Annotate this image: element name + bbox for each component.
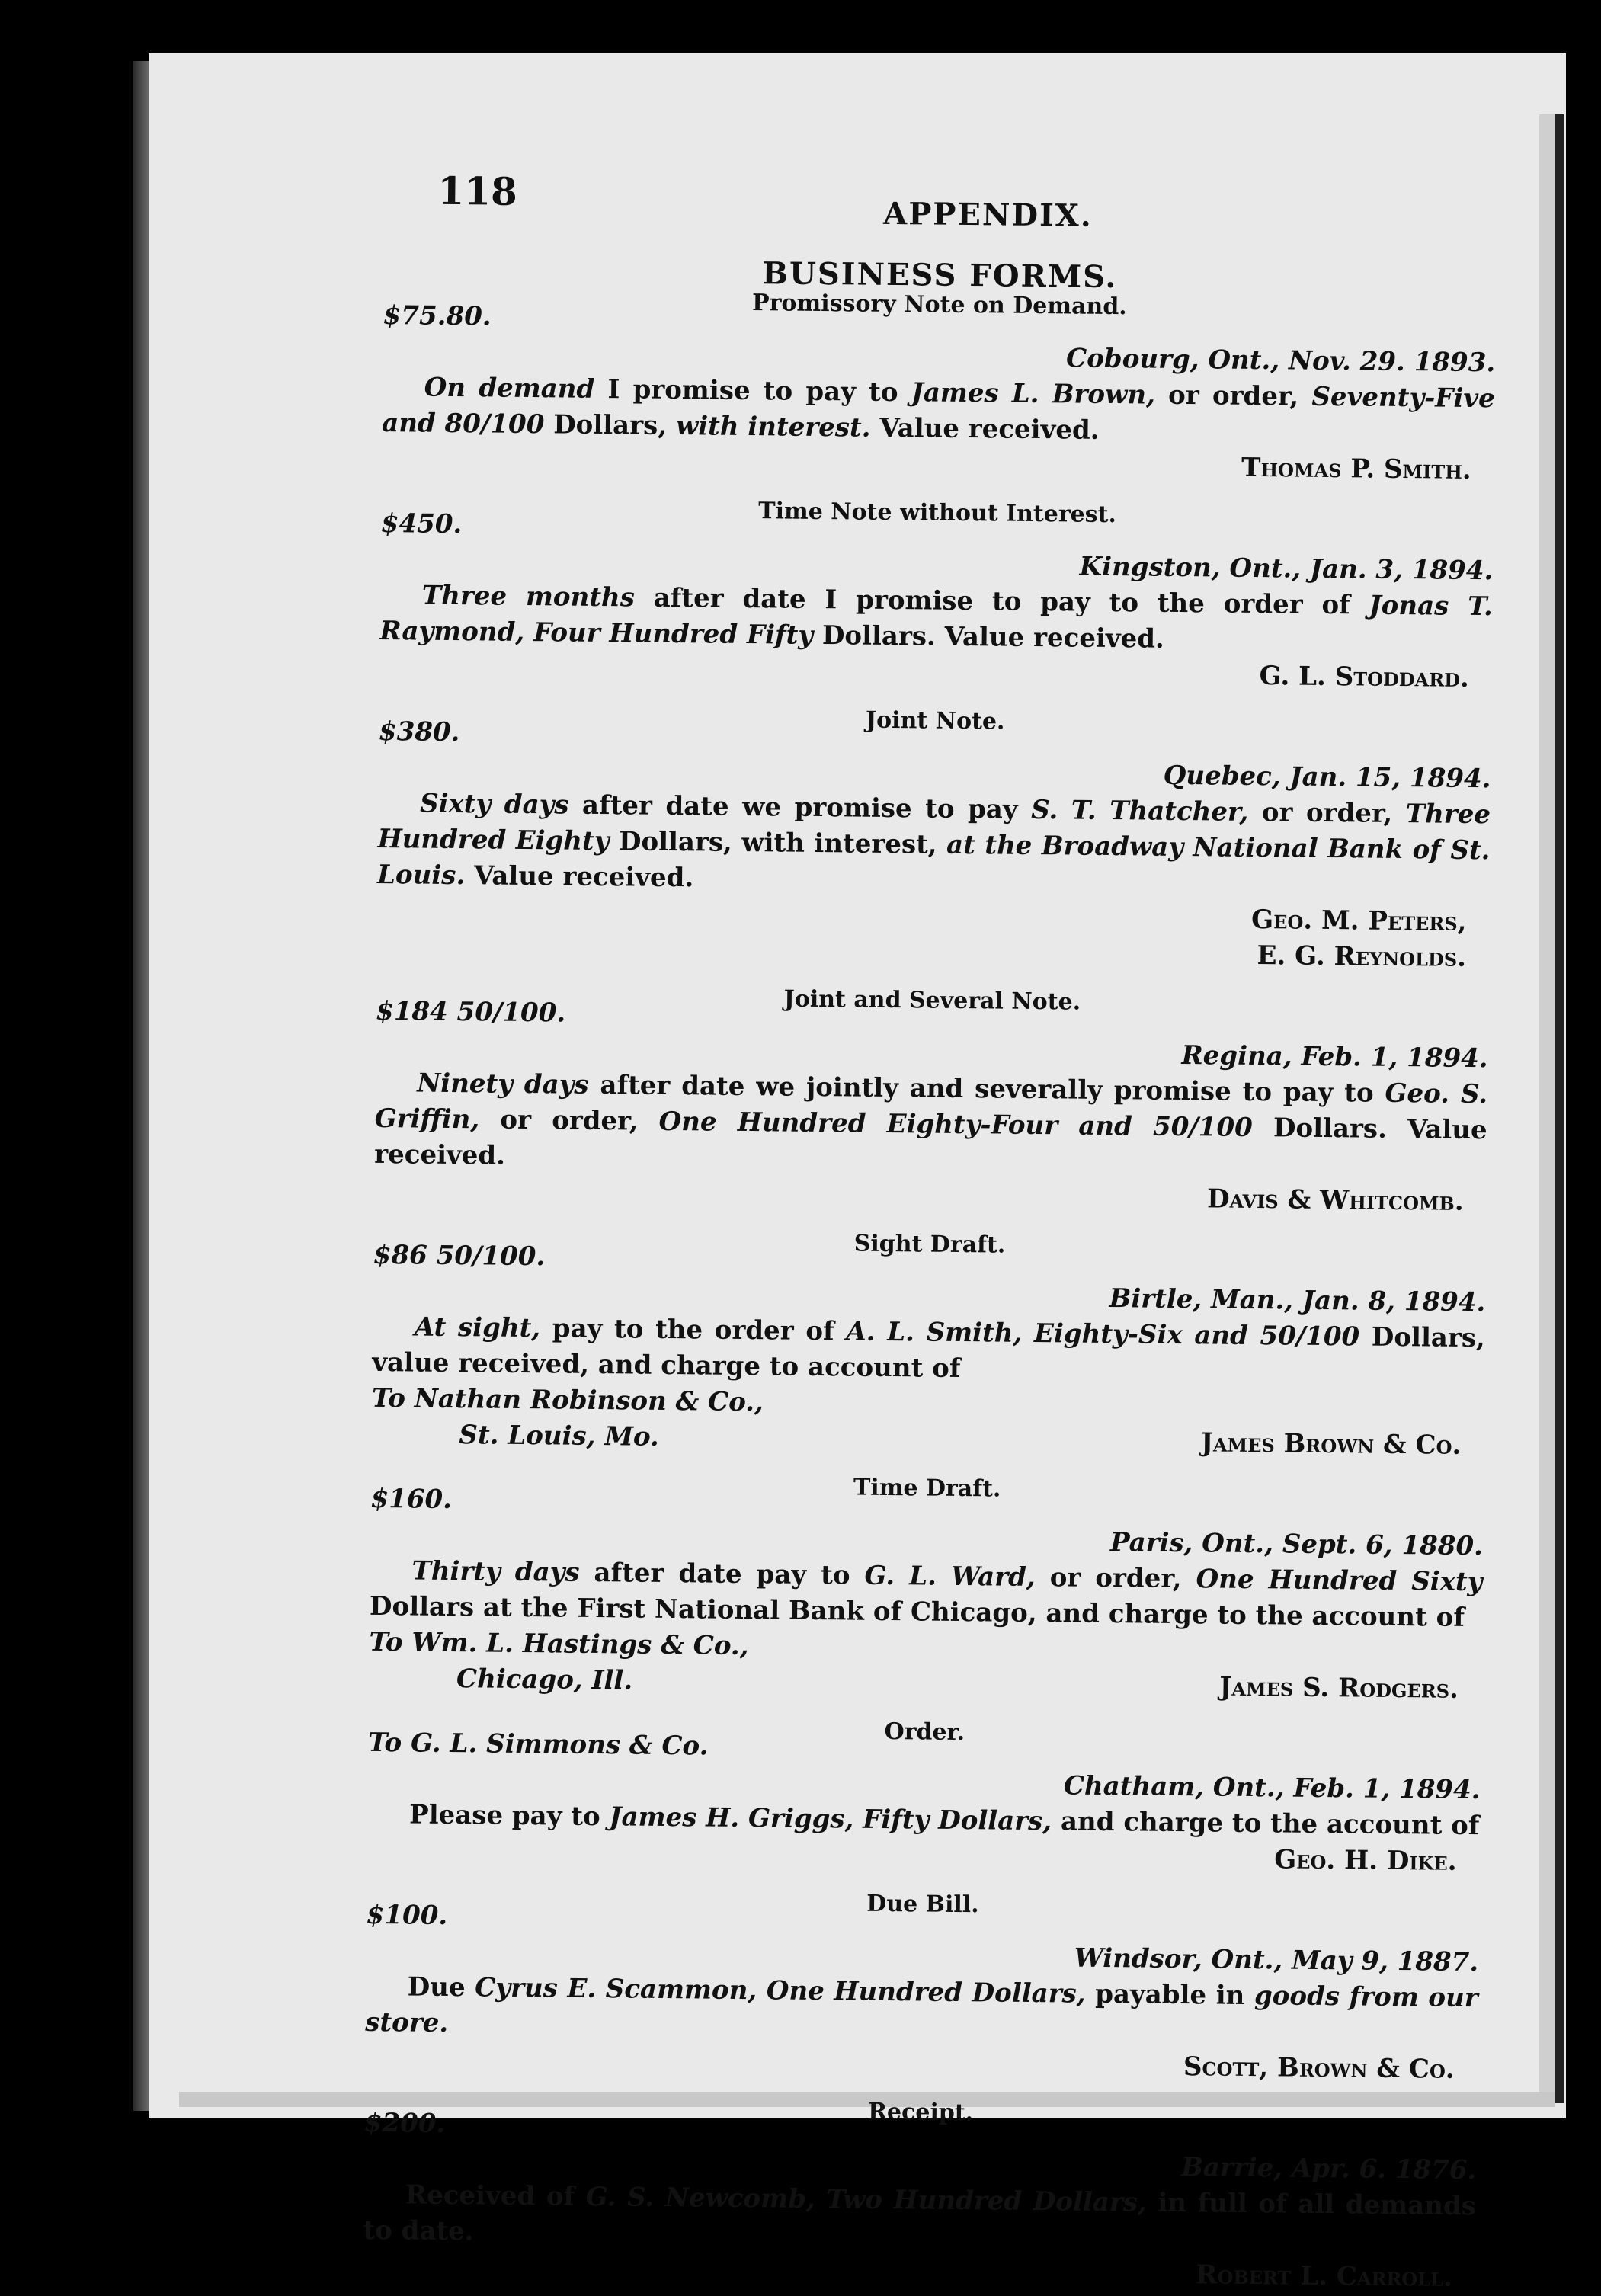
form-body-text: S. T. Thatcher, <box>1030 794 1249 828</box>
form-drawee <box>369 1625 749 1700</box>
form-body <box>365 1969 1478 2052</box>
signature-line: James Brown & Co. <box>1200 1427 1462 1461</box>
form-body-text: goods from our store. <box>365 1981 1478 2039</box>
form-body <box>379 578 1493 661</box>
form-body-text: after date we promise to pay <box>568 789 1032 825</box>
form-title: Due Bill. <box>866 1890 979 1919</box>
form-body-text: Cyrus E. Scammon, One Hundred Dollars, <box>475 1972 1086 2009</box>
form-body-text: Dollars, with interest, <box>609 826 947 860</box>
main-heading: BUSINESS FORMS. <box>761 255 1118 296</box>
form-body-text: On demand <box>424 372 595 405</box>
form-body-text: One Hundred Eighty-Four and 50/100 <box>658 1106 1253 1143</box>
form-drawee <box>371 1381 764 1456</box>
form-body-text: Please pay to <box>408 1799 610 1833</box>
form-body-text: Thirty days <box>411 1555 580 1588</box>
form-body-text: G. L. Ward, <box>864 1560 1036 1593</box>
form-body <box>374 1065 1487 1184</box>
form-date: Quebec, Jan. 15, 1894. <box>1163 760 1491 795</box>
form-date: Cobourg, Ont., Nov. 29. 1893. <box>1065 343 1496 379</box>
form-body <box>372 1309 1485 1392</box>
form-date: Barrie, Apr. 6. 1876. <box>1180 2152 1477 2186</box>
drawee-line: To Wm. L. Hastings & Co., <box>369 1626 749 1662</box>
form-body-text: after date I promise to pay to the order of <box>634 582 1369 621</box>
page-right-edge <box>1555 114 1564 2103</box>
running-title: APPENDIX. <box>882 195 1093 234</box>
form-body-text: in full of all demands to date. <box>363 2187 1477 2247</box>
form-body-text: payable in <box>1085 1978 1255 2012</box>
form-body-text: pay to the order of <box>540 1313 847 1347</box>
form-body-text: at the Broadway National Bank of St. Louis. <box>376 829 1491 892</box>
form-date: Regina, Feb. 1, 1894. <box>1181 1040 1488 1074</box>
signature-line: Robert L. Carroll. <box>1196 2259 1453 2293</box>
drawee-signature-row <box>369 1625 1482 1708</box>
form-body-text: with interest. <box>675 411 871 444</box>
signature-line: James S. Rodgers. <box>1219 1671 1459 1705</box>
drawee-line: Chicago, Ill. <box>456 1664 633 1696</box>
signature-line: G. L. Stoddard. <box>1259 661 1470 693</box>
form-body-text: Three months <box>421 580 636 613</box>
form-body <box>382 370 1495 453</box>
business-form <box>371 1230 1486 1464</box>
form-title: Order. <box>884 1718 965 1747</box>
form-body-text: Due <box>407 1971 475 2003</box>
drawee-line: St. Louis, Mo. <box>459 1420 660 1452</box>
form-body-text: Dollars, value received, and charge to account of <box>372 1321 1486 1384</box>
form-signature <box>1219 1670 1481 1708</box>
form-amount: $380. <box>378 716 460 748</box>
form-body-text: I promise to pay to <box>594 373 911 408</box>
form-body-text: A. L. Smith, Eighty-Six and 50/100 <box>846 1316 1360 1353</box>
business-form <box>369 1474 1484 1708</box>
signature-line: Geo. H. Dike. <box>1273 1844 1457 1877</box>
page-right-lip <box>1539 114 1555 2103</box>
form-date: Kingston, Ont., Jan. 3, 1894. <box>1079 551 1494 587</box>
business-form <box>373 985 1488 1220</box>
form-body-text: Seventy-Five and 80/100 <box>382 381 1495 440</box>
form-body-text: after date pay to <box>579 1557 865 1591</box>
form-body-text: or order, <box>1035 1562 1196 1595</box>
page-content <box>363 152 1497 2293</box>
form-body <box>377 786 1491 905</box>
signature-line: Thomas P. Smith. <box>1241 452 1471 485</box>
form-title: Joint Note. <box>865 706 1005 735</box>
form-body <box>363 2177 1476 2260</box>
form-body-text: Value received. <box>870 412 1100 446</box>
form-amount: $450. <box>380 508 463 540</box>
forms-list <box>363 290 1496 2296</box>
form-body-text: Dollars at the First National Bank of Chicago, and charge to the account of <box>369 1590 1465 1633</box>
form-body-text: Value received. <box>465 860 694 894</box>
business-form <box>363 2098 1477 2296</box>
form-title: Time Draft. <box>853 1474 1001 1503</box>
form-date: Chatham, Ont., Feb. 1, 1894. <box>1063 1770 1481 1806</box>
form-body-text: Jonas T. Raymond, Four Hundred Fifty <box>379 590 1494 651</box>
form-title: Sight Draft. <box>853 1230 1006 1259</box>
business-form <box>379 498 1494 696</box>
business-form <box>367 1718 1481 1880</box>
form-title: Promissory Note on Demand. <box>751 290 1127 321</box>
form-amount: $160. <box>370 1483 453 1516</box>
form-signature <box>1201 1425 1484 1464</box>
signature-line: Scott, Brown & Co. <box>1183 2051 1455 2085</box>
business-form <box>376 706 1491 976</box>
form-amount: $200. <box>363 2107 446 2139</box>
drawee-signature-row <box>371 1381 1484 1464</box>
form-body-text: At sight, <box>414 1311 541 1344</box>
business-form <box>365 1890 1479 2088</box>
form-amount: $86 50/100. <box>373 1239 546 1273</box>
form-body-text: or order, <box>1248 796 1406 830</box>
form-amount: $100. <box>366 1899 448 1931</box>
form-body-text: Dollars. Value received. <box>812 620 1165 655</box>
form-body-text: Ninety days <box>417 1068 589 1100</box>
form-date: Birtle, Man., Jan. 8, 1894. <box>1109 1283 1486 1318</box>
form-body-text: Dollars, <box>544 409 677 442</box>
business-form <box>382 290 1496 488</box>
form-title: Receipt. <box>867 2098 974 2127</box>
form-body-text: Three Hundred Eighty <box>377 799 1491 857</box>
form-body-text: Dollars. Value received. <box>374 1112 1487 1171</box>
page-number: 118 <box>437 168 518 214</box>
form-body-text: Geo. S. Griffin, <box>374 1078 1488 1135</box>
form-body-text: or order, <box>1154 379 1312 412</box>
form-amount: $184 50/100. <box>375 995 566 1029</box>
form-date: Windsor, Ont., May 9, 1887. <box>1074 1942 1479 1978</box>
signature-line: Davis & Whitcomb. <box>1206 1183 1464 1217</box>
form-drawee-line: To G. L. Simmons & Co. <box>367 1727 709 1762</box>
form-body-text: G. S. Newcomb, Two Hundred Dollars, <box>585 2181 1147 2218</box>
form-body-text: Received of <box>405 2179 586 2212</box>
form-body-text: and charge to the account of <box>1051 1806 1480 1842</box>
form-signature <box>376 893 1490 976</box>
form-body-text: One Hundred Sixty <box>1196 1564 1483 1598</box>
form-body-text: or order, <box>479 1104 659 1137</box>
drawee-line: To Nathan Robinson & Co., <box>371 1382 764 1418</box>
form-title: Time Note without Interest. <box>758 498 1117 529</box>
form-body-text: Sixty days <box>419 788 569 821</box>
form-date: Paris, Ont., Sept. 6, 1880. <box>1109 1527 1484 1562</box>
form-body-text: James H. Griggs, Fifty Dollars, <box>609 1801 1052 1837</box>
form-body-text: James L. Brown, <box>911 377 1156 411</box>
signature-line: Geo. M. Peters, <box>1250 904 1467 937</box>
form-body <box>370 1553 1483 1636</box>
running-head <box>384 152 1497 248</box>
form-title: Joint and Several Note. <box>783 985 1081 1016</box>
signature-line: E. G. Reynolds. <box>1257 940 1467 973</box>
form-body-text: after date we jointly and severally promise to pay to <box>588 1069 1385 1109</box>
form-amount: $75.80. <box>383 299 492 332</box>
